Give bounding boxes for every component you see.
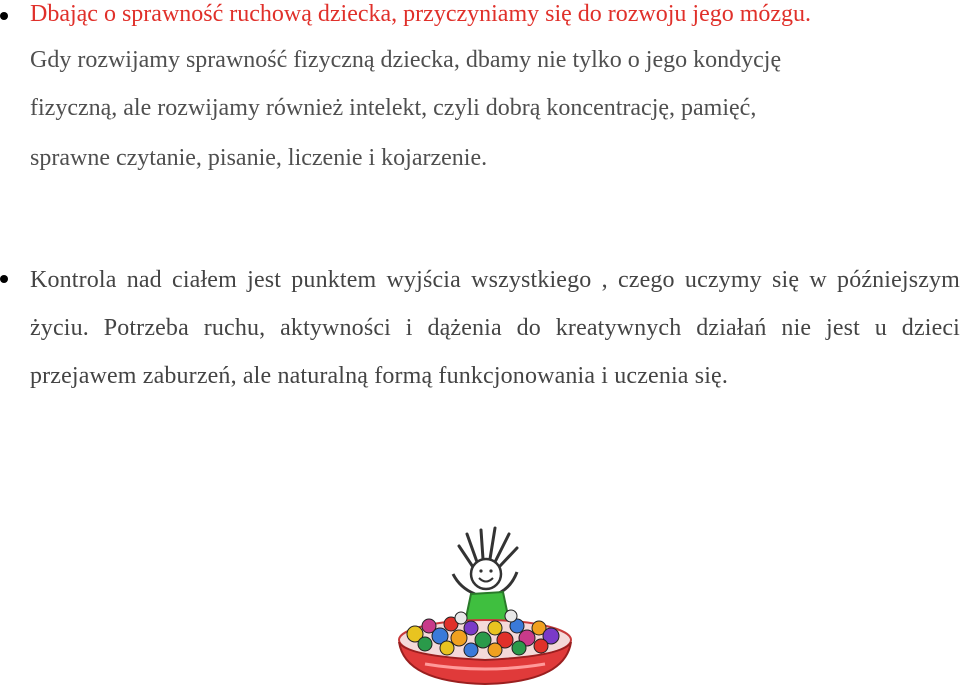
body-line-1: Gdy rozwijamy sprawność fizyczną dziecka, dbamy nie tylko o jego kondycję: [30, 47, 782, 73]
child-in-ball-pit-icon: [385, 522, 585, 689]
body-line-2: fizyczną, ale rozwijamy również intelekt, czyli dobrą koncentrację, pamięć,: [30, 95, 757, 121]
highlight-line: Dbając o sprawność ruchową dziecka, przyczyniamy się do rozwoju jego mózgu.: [30, 1, 812, 27]
bullet-item-body-control: [30, 256, 960, 400]
body-paragraph: Kontrola nad ciałem jest punktem wyjścia wszystkiego , czego uczymy się w późniejszym życiu. Potrzeba ruchu, aktywności i dążenia do kreatywnych działań nie jest u dzieci przejawem zaburzeń, ale naturalną formą funkcjonowania i uczenia się.: [30, 267, 960, 389]
body-line-3: sprawne czytanie, pisanie, liczenie i kojarzenie.: [30, 145, 488, 171]
bullet-dot: [0, 12, 8, 20]
bullet-dot: [0, 275, 8, 283]
